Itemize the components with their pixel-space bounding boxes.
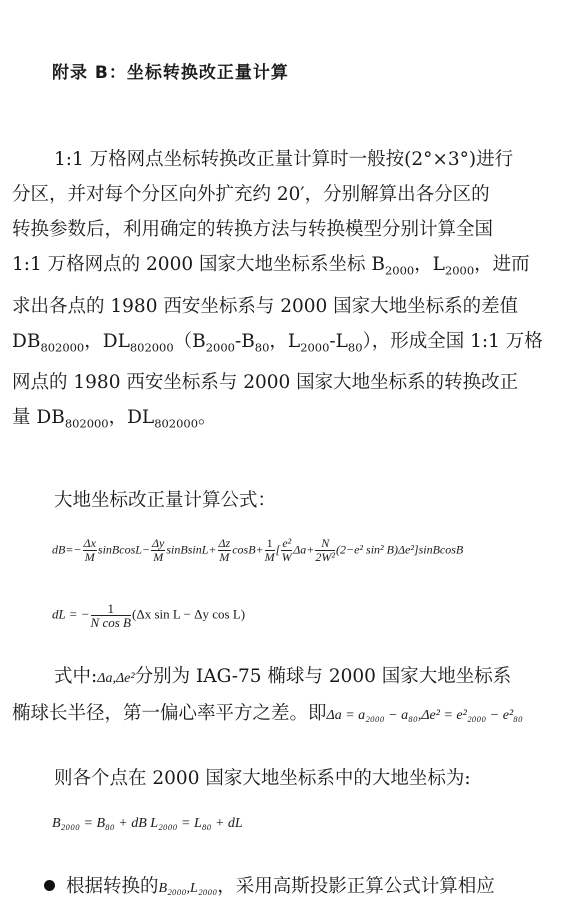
text-line: 1:1 万格网点坐标转换改正量计算时一般按(2°×3°)进行 xyxy=(54,149,514,170)
paragraph-definitions xyxy=(12,659,564,733)
text-line: 分区，并对每个分区向外扩充约 20′，分别解算出各分区的 xyxy=(12,184,490,205)
text-line: 网点的 1980 西安坐标系与 2000 国家大地坐标系的转换改正 xyxy=(12,372,519,394)
text-line: 1:1 万格网点的 2000 国家大地坐标系坐标 $B_{2000}$，$L_{2000}$，进而 xyxy=(12,254,530,278)
bullet-text: 根据转换的B₂₀₀₀,L₂₀₀₀，采用高斯投影正算公式计算相应 xyxy=(66,876,495,897)
text-line: 求出各点的 1980 西安坐标系与 2000 国家大地坐标系的差值 xyxy=(12,295,519,317)
text-line: 量 $DB_{802000}$，$DL_{802000}$。 xyxy=(12,407,217,432)
formula-dL: dL = − $\frac{1}{\text{N cos B}}$ (Δx sin L − Δy cos L) xyxy=(52,601,246,630)
paragraph-result: 则各个点在 2000 国家大地坐标系中的大地坐标为: xyxy=(54,768,471,789)
appendix-heading: 附录 B：坐标转换改正量计算 xyxy=(52,63,289,83)
formula-dB: dB=− $\frac{\Delta x}{M}$ sinBcosL− $\frac{\Delta y}{M}$ sinBsinL+ $\frac{\Delta z}{M}$ cosB+ $\frac{1}{M}$ [ $\frac{\text{e²}}{W}$ Δa+ $\frac{N}{\text{2W²}}$ (2−e² sin² B)Δe²]sinBcosB xyxy=(52,536,464,564)
paragraph-intro xyxy=(12,142,564,442)
text-line: $DB_{802000}$，$DL_{802000}(B_{2000}-B_{80}$，$L_{2000}-L_{80}$），形成全国 1:1 万格 xyxy=(12,330,543,355)
text-line: 椭球长半径，第一偏心率平方之差。即Δa = a₂₀₀₀ − a₈₀,Δe² = e²₂₀₀₀ − e²₈₀ xyxy=(12,703,523,724)
formula-B2000: B₂₀₀₀ = B₈₀ + dB L₂₀₀₀ = L₈₀ + dL xyxy=(52,816,243,831)
text-line: 转换参数后，利用确定的转换方法与转换模型分别计算全国 xyxy=(12,219,494,240)
text-line: 式中:Δa,Δe²分别为 IAG-75 椭球与 2000 国家大地坐标系 xyxy=(54,666,512,687)
bullet-icon xyxy=(44,880,55,891)
formula-intro: 大地坐标改正量计算公式： xyxy=(54,490,277,511)
